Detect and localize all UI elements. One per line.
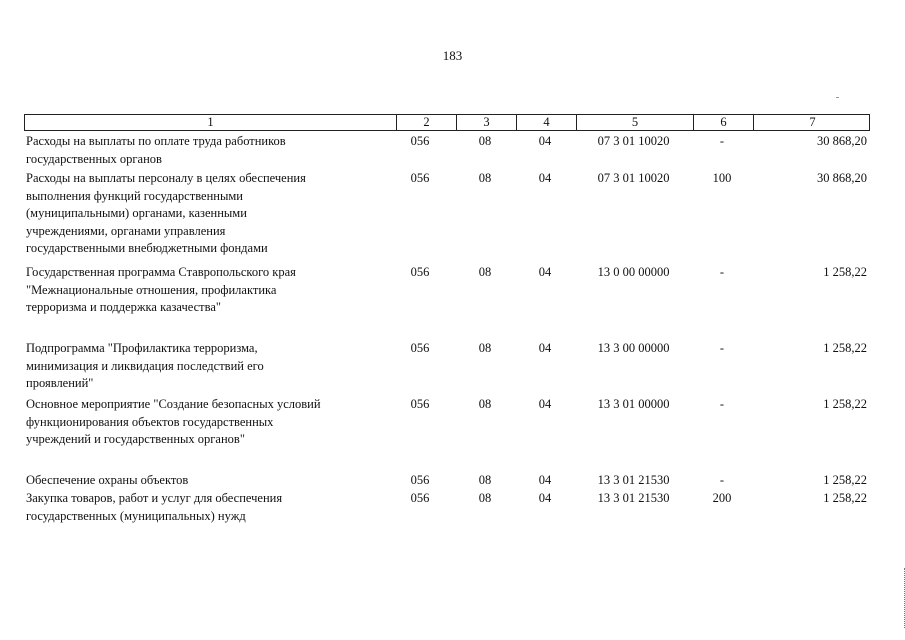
scan-edge-marks	[900, 568, 905, 628]
header-col-6: 6	[693, 115, 753, 130]
row-name	[24, 472, 395, 490]
row-sum: 1 258,22	[823, 397, 867, 411]
header-col-7: 7	[753, 115, 871, 130]
row-rz: 08	[478, 491, 492, 505]
row-name-line: Государственная программа Ставропольского края	[26, 265, 296, 279]
row-name-line: Закупка товаров, работ и услуг для обеспечения	[26, 491, 283, 505]
row-sum: 1 258,22	[823, 265, 867, 279]
header-col-2: 2	[396, 115, 456, 130]
table-row	[24, 264, 870, 317]
table-row	[24, 133, 870, 168]
header-col-5: 5	[576, 115, 693, 130]
row-rz: 08	[478, 265, 492, 279]
row-name	[24, 170, 395, 258]
row-vr: -	[719, 473, 725, 487]
header-col-3: 3	[456, 115, 516, 130]
row-rz: 08	[478, 341, 492, 355]
page-number: 183	[442, 48, 463, 63]
row-vr: -	[719, 134, 725, 148]
row-name-line: учреждений и государственных органов"	[26, 432, 245, 447]
header-col-1: 1	[207, 115, 214, 129]
row-grbs: 056	[410, 491, 430, 505]
table-header-row	[24, 114, 870, 131]
budget-table	[24, 114, 870, 523]
row-vr: -	[719, 341, 725, 355]
row-name-line: Обеспечение охраны объектов	[26, 473, 189, 487]
row-name	[24, 133, 395, 168]
table-row	[24, 170, 870, 258]
row-name-line: выполнения функций государственными	[26, 188, 243, 203]
row-name	[24, 264, 395, 317]
row-grbs: 056	[410, 473, 430, 487]
row-name	[24, 490, 395, 525]
row-vr: 200	[712, 491, 732, 505]
row-sum: 1 258,22	[823, 341, 867, 355]
table-row	[24, 396, 870, 449]
row-name-line: государственных (муниципальных) нужд	[26, 508, 246, 523]
row-grbs: 056	[410, 171, 430, 185]
row-sum: 1 258,22	[823, 473, 867, 487]
row-grbs: 056	[410, 341, 430, 355]
table-row	[24, 472, 870, 490]
row-csr: 13 3 01 21530	[597, 473, 670, 487]
row-vr: -	[719, 265, 725, 279]
row-csr: 13 3 01 21530	[597, 491, 670, 505]
row-name-line: минимизация и ликвидация последствий его	[26, 358, 264, 373]
row-pr: 04	[538, 171, 552, 185]
row-name-line: Расходы на выплаты персоналу в целях обеспечения	[26, 171, 306, 185]
row-name-line: (муниципальными) органами, казенными	[26, 206, 247, 221]
row-vr: -	[719, 397, 725, 411]
row-grbs: 056	[410, 134, 430, 148]
row-csr: 07 3 01 10020	[597, 171, 670, 185]
row-rz: 08	[478, 397, 492, 411]
row-name-line: "Межнациональные отношения, профилактика	[26, 282, 277, 297]
row-name-line: терроризма и поддержка казачества"	[26, 300, 222, 315]
table-row	[24, 340, 870, 393]
row-pr: 04	[538, 341, 552, 355]
row-rz: 08	[478, 134, 492, 148]
row-sum: 30 868,20	[817, 171, 867, 185]
scan-mark	[836, 97, 839, 98]
row-name-line: Подпрограмма "Профилактика терроризма,	[26, 341, 258, 355]
row-csr: 13 0 00 00000	[597, 265, 670, 279]
row-name	[24, 396, 395, 449]
row-name-line: Расходы на выплаты по оплате труда работников	[26, 134, 286, 148]
row-pr: 04	[538, 491, 552, 505]
row-grbs: 056	[410, 397, 430, 411]
row-name-line: учреждениями, органами управления	[26, 223, 226, 238]
row-pr: 04	[538, 473, 552, 487]
header-col-4: 4	[516, 115, 576, 130]
row-grbs: 056	[410, 265, 430, 279]
row-csr: 07 3 01 10020	[597, 134, 670, 148]
row-name-line: государственных органов	[26, 151, 162, 166]
row-pr: 04	[538, 134, 552, 148]
row-csr: 13 3 00 00000	[597, 341, 670, 355]
row-sum: 30 868,20	[817, 134, 867, 148]
row-rz: 08	[478, 171, 492, 185]
row-csr: 13 3 01 00000	[597, 397, 670, 411]
row-sum: 1 258,22	[823, 491, 867, 505]
table-row	[24, 490, 870, 525]
row-pr: 04	[538, 397, 552, 411]
row-name-line: функционирования объектов государственных	[26, 414, 274, 429]
row-name-line: Основное мероприятие "Создание безопасных условий	[26, 397, 321, 411]
row-name-line: проявлений"	[26, 376, 94, 391]
row-rz: 08	[478, 473, 492, 487]
row-vr: 100	[712, 171, 732, 185]
row-pr: 04	[538, 265, 552, 279]
row-name	[24, 340, 395, 393]
row-name-line: государственными внебюджетными фондами	[26, 241, 268, 256]
